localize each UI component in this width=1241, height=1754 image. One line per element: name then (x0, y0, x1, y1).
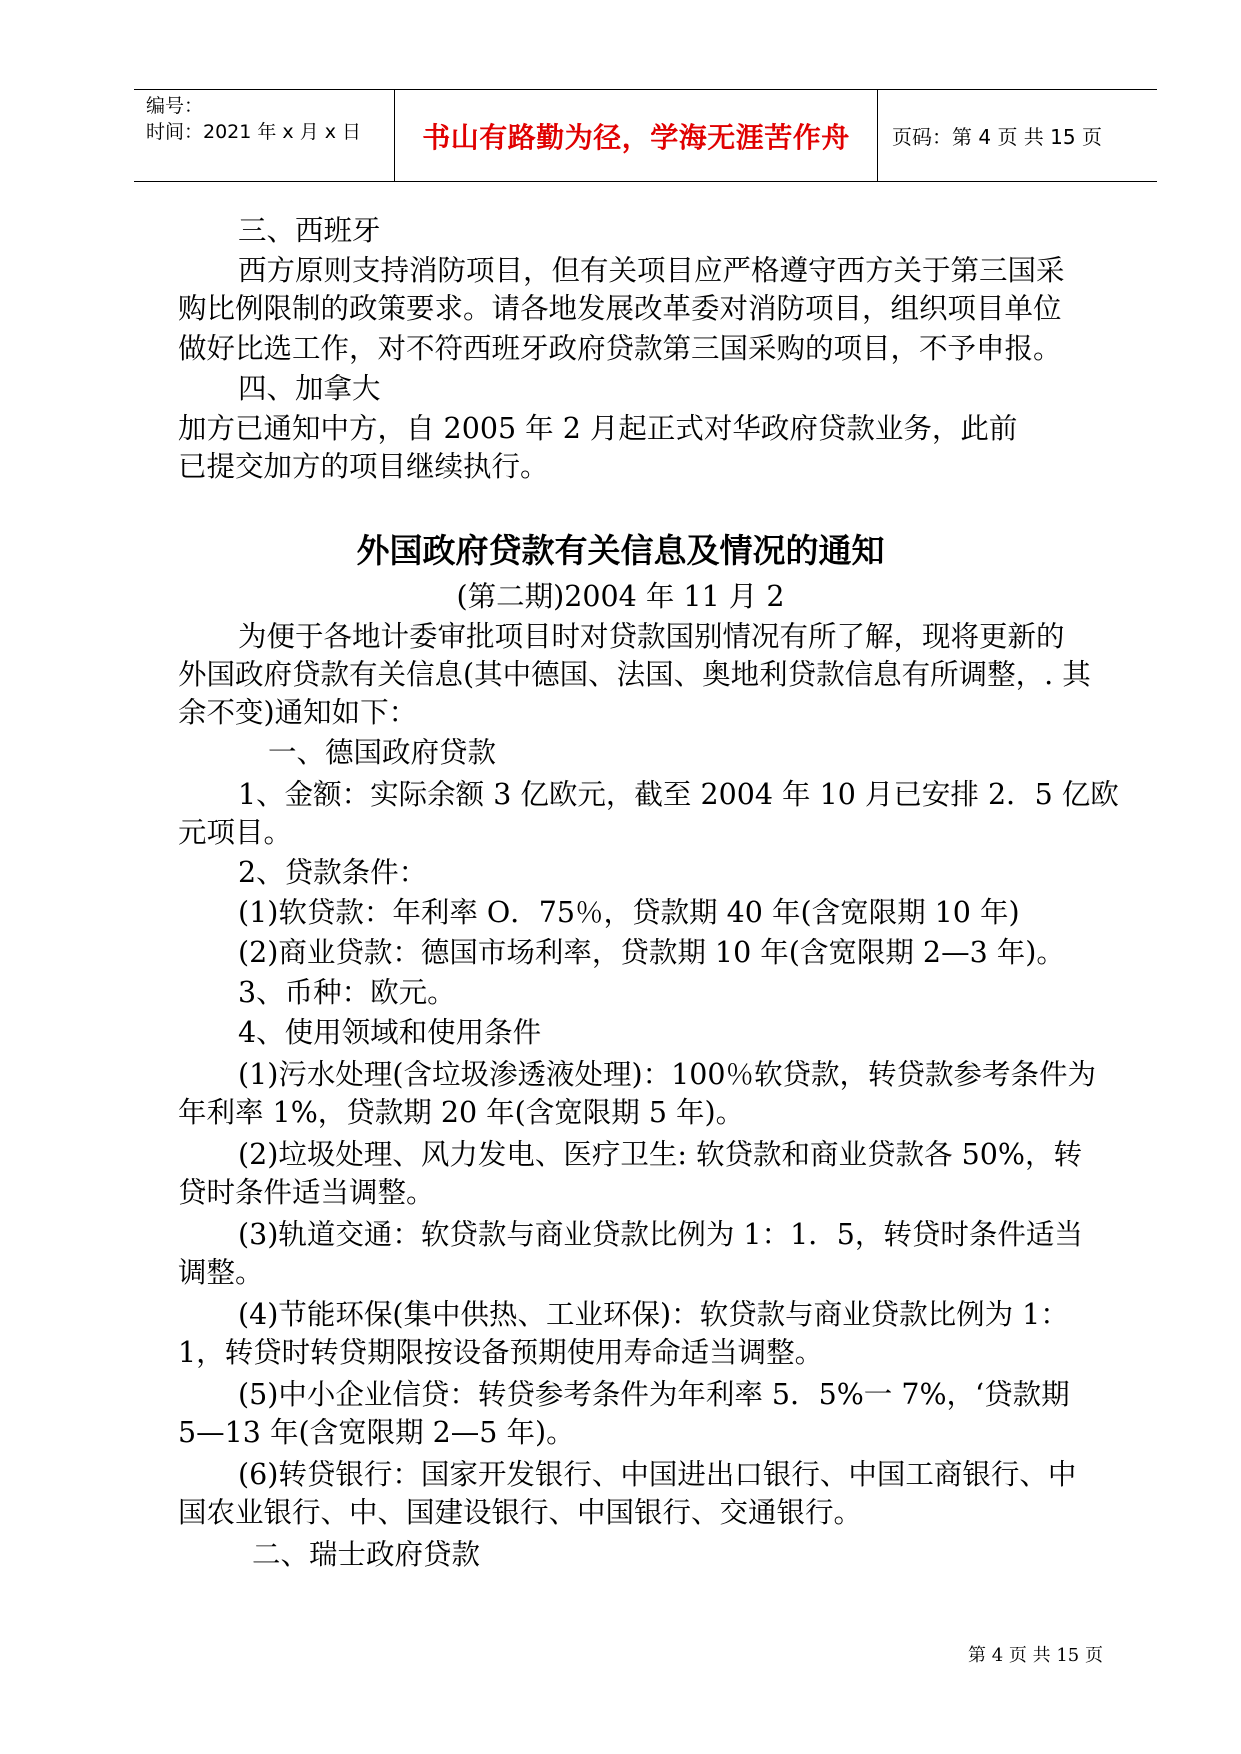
page-header (134, 89, 1157, 182)
paragraph-line: 国农业银行、中、国建设银行、中国银行、交通银行。 (178, 1496, 863, 1529)
paragraph-line: 4、使用领域和使用条件 (238, 1016, 542, 1049)
notice-title: 外国政府贷款有关信息及情况的通知 (356, 531, 885, 570)
paragraph-line: 元项目。 (178, 816, 293, 849)
paragraph-line: 余不变)通知如下： (178, 696, 418, 729)
paragraph-line: 做好比选工作，对不符西班牙政府贷款第三国采购的项目，不予申报。 (178, 332, 1062, 365)
header-motto-cell (394, 90, 878, 181)
serial-number-label: 编号： (146, 95, 204, 117)
paragraph-line: 购比例限制的政策要求。请各地发展改革委对消防项目，组织项目单位 (178, 292, 1062, 325)
paragraph-line: (1)污水处理(含垃圾渗透液处理)：100％软贷款，转贷款参考条件为 (238, 1058, 1097, 1091)
paragraph-line: (6)转贷银行：国家开发银行、中国进出口银行、中国工商银行、中 (238, 1458, 1077, 1491)
paragraph-line: 已提交加方的项目继续执行。 (178, 450, 549, 483)
notice-subtitle: (第二期)2004 年 11 月 2 (456, 580, 785, 613)
paragraph-line: 年利率 1%，贷款期 20 年(含宽限期 5 年)。 (178, 1096, 745, 1129)
paragraph-line: 西方原则支持消防项目，但有关项目应严格遵守西方关于第三国采 (238, 254, 1065, 287)
section-heading-spain: 三、西班牙 (238, 214, 381, 247)
paragraph-line: (3)轨道交通：软贷款与商业贷款比例为 1：1．5，转贷时条件适当 (238, 1218, 1083, 1251)
paragraph-line: 贷时条件适当调整。 (178, 1176, 435, 1209)
paragraph-line: (5)中小企业信贷：转贷参考条件为年利率 5．5%一 7%，‘贷款期 (238, 1378, 1070, 1411)
paragraph-line: 2、贷款条件： (238, 856, 428, 889)
paragraph-line: 1、金额：实际余额 3 亿欧元，截至 2004 年 10 月已安排 2．5 亿欧 (238, 778, 1119, 811)
section-heading-canada: 四、加拿大 (238, 372, 381, 405)
motto-text: 书山有路勤为径，学海无涯苦作舟 (422, 120, 850, 154)
paragraph-line: 5—13 年(含宽限期 2—5 年)。 (178, 1416, 575, 1449)
section-heading-germany: 一、德国政府贷款 (268, 736, 497, 769)
paragraph-line: 加方已通知中方，自 2005 年 2 月起正式对华政府贷款业务，此前 (178, 412, 1018, 445)
paragraph-line: 外国政府贷款有关信息(其中德国、法国、奥地利贷款信息有所调整，. 其 (178, 658, 1091, 691)
header-page-cell (878, 90, 1157, 181)
paragraph-line: 为便于各地计委审批项目时对贷款国别情况有所了解，现将更新的 (238, 620, 1065, 653)
paragraph-line: 3、币种：欧元。 (238, 976, 456, 1009)
section-heading-switzerland: 二、瑞士政府贷款 (252, 1538, 481, 1571)
header-meta-cell (134, 90, 394, 181)
paragraph-line: (2)商业贷款：德国市场利率，贷款期 10 年(含宽限期 2—3 年)。 (238, 936, 1065, 969)
paragraph-line: 1，转贷时转贷期限按设备预期使用寿命适当调整。 (178, 1336, 824, 1369)
page-code-label: 页码：第 4 页 共 15 页 (892, 125, 1102, 149)
paragraph-line: (4)节能环保(集中供热、工业环保)：软贷款与商业贷款比例为 1： (238, 1298, 1069, 1331)
paragraph-line: 调整。 (178, 1256, 264, 1289)
time-label: 时间：2021 年 x 月 x 日 (146, 121, 362, 143)
paragraph-line: (1)软贷款：年利率 O．75％，贷款期 40 年(含宽限期 10 年) (238, 896, 1020, 929)
page-footer-number: 第 4 页 共 15 页 (968, 1645, 1103, 1666)
paragraph-line: (2)垃圾处理、风力发电、医疗卫生: 软贷款和商业贷款各 50%，转 (238, 1138, 1082, 1171)
